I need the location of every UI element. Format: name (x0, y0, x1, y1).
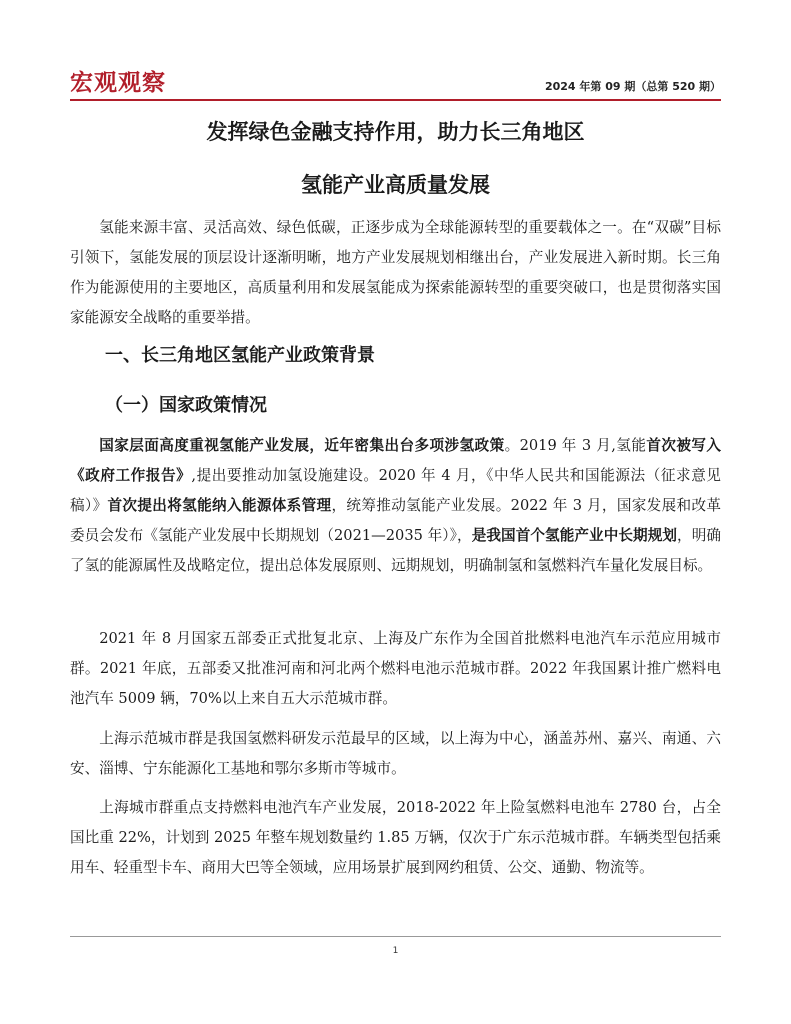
body-text: ，统筹推动氢能产业发展。2022 年 3 月，国家发展和改革委员会发布《氢能产业发展中长期规划（2021—2035 年）》， (70, 497, 721, 544)
article-title-line-1: 发挥绿色金融支持作用，助力长三角地区 (206, 120, 585, 144)
section-heading: 一、长三角地区氢能产业政策背景 (105, 345, 375, 366)
issue-number: 2024 年第 09 期（总第 520 期） (544, 80, 721, 93)
footer-divider (70, 936, 721, 937)
body-text: ,提出要推动加氢设施建设。2020 年 4 月，《中华人民共和国能源法（征求意见稿）》 (70, 467, 721, 514)
body-text: ，明确了氢的能源属性及战略定位，提出总体发展原则、远期规划，明确制氢和氢燃料汽车量化发展目标。 (70, 527, 721, 574)
page-header (70, 64, 721, 98)
page-number: 1 (392, 946, 399, 956)
emphasis-text: 首次提出将氢能纳入能源体系管理 (107, 497, 332, 514)
policy-paragraph (70, 431, 721, 581)
shanghai-vehicles-paragraph: 上海城市群重点支持燃料电池汽车产业发展，2018-2022 年上险氢燃料电池车 2780 台，占全国比重 22%，计划到 2025 年整车规划数量约 1.85 万辆，仅次于广东示范城市群。车辆类型包括乘用车、轻重型卡车、商用大巴等全领域，应用场景扩展到网约租赁、公交、通勤、物流等。 (70, 799, 721, 876)
emphasis-text: 国家层面高度重视氢能产业发展，近年密集出台多项涉氢政策 (99, 437, 505, 454)
demo-city-paragraph: 2021 年 8 月国家五部委正式批复北京、上海及广东作为全国首批燃料电池汽车示范应用城市群。2021 年底，五部委又批准河南和河北两个燃料电池示范城市群。2022 年我国累计推广燃料电池汽车 5009 辆，70%以上来自五大示范城市群。 (70, 630, 721, 707)
shanghai-cluster-paragraph: 上海示范城市群是我国氢燃料研发示范最早的区域，以上海为中心，涵盖苏州、嘉兴、南通、六安、淄博、宁东能源化工基地和鄂尔多斯市等城市。 (70, 730, 721, 777)
publication-brand: 宏观观察 (70, 70, 166, 96)
subsection-heading: （一）国家政策情况 (105, 395, 267, 416)
intro-paragraph: 氢能来源丰富、灵活高效、绿色低碳，正逐步成为全球能源转型的重要载体之一。在“双碳”目标引领下，氢能发展的顶层设计逐渐明晰，地方产业发展规划相继出台，产业发展进入新时期。长三角作为能源使用的主要地区，高质量利用和发展氢能成为探索能源转型的重要突破口，也是贯彻落实国家能源安全战略的重要举措。 (70, 219, 721, 326)
emphasis-text: 首次被写入《政府工作报告》 (70, 437, 721, 484)
emphasis-text: 是我国首个氢能产业中长期规划 (471, 527, 678, 544)
article-title-line-2: 氢能产业高质量发展 (301, 173, 490, 197)
header-divider (70, 99, 721, 101)
body-text: 。2019 年 3 月,氢能 (504, 437, 647, 454)
